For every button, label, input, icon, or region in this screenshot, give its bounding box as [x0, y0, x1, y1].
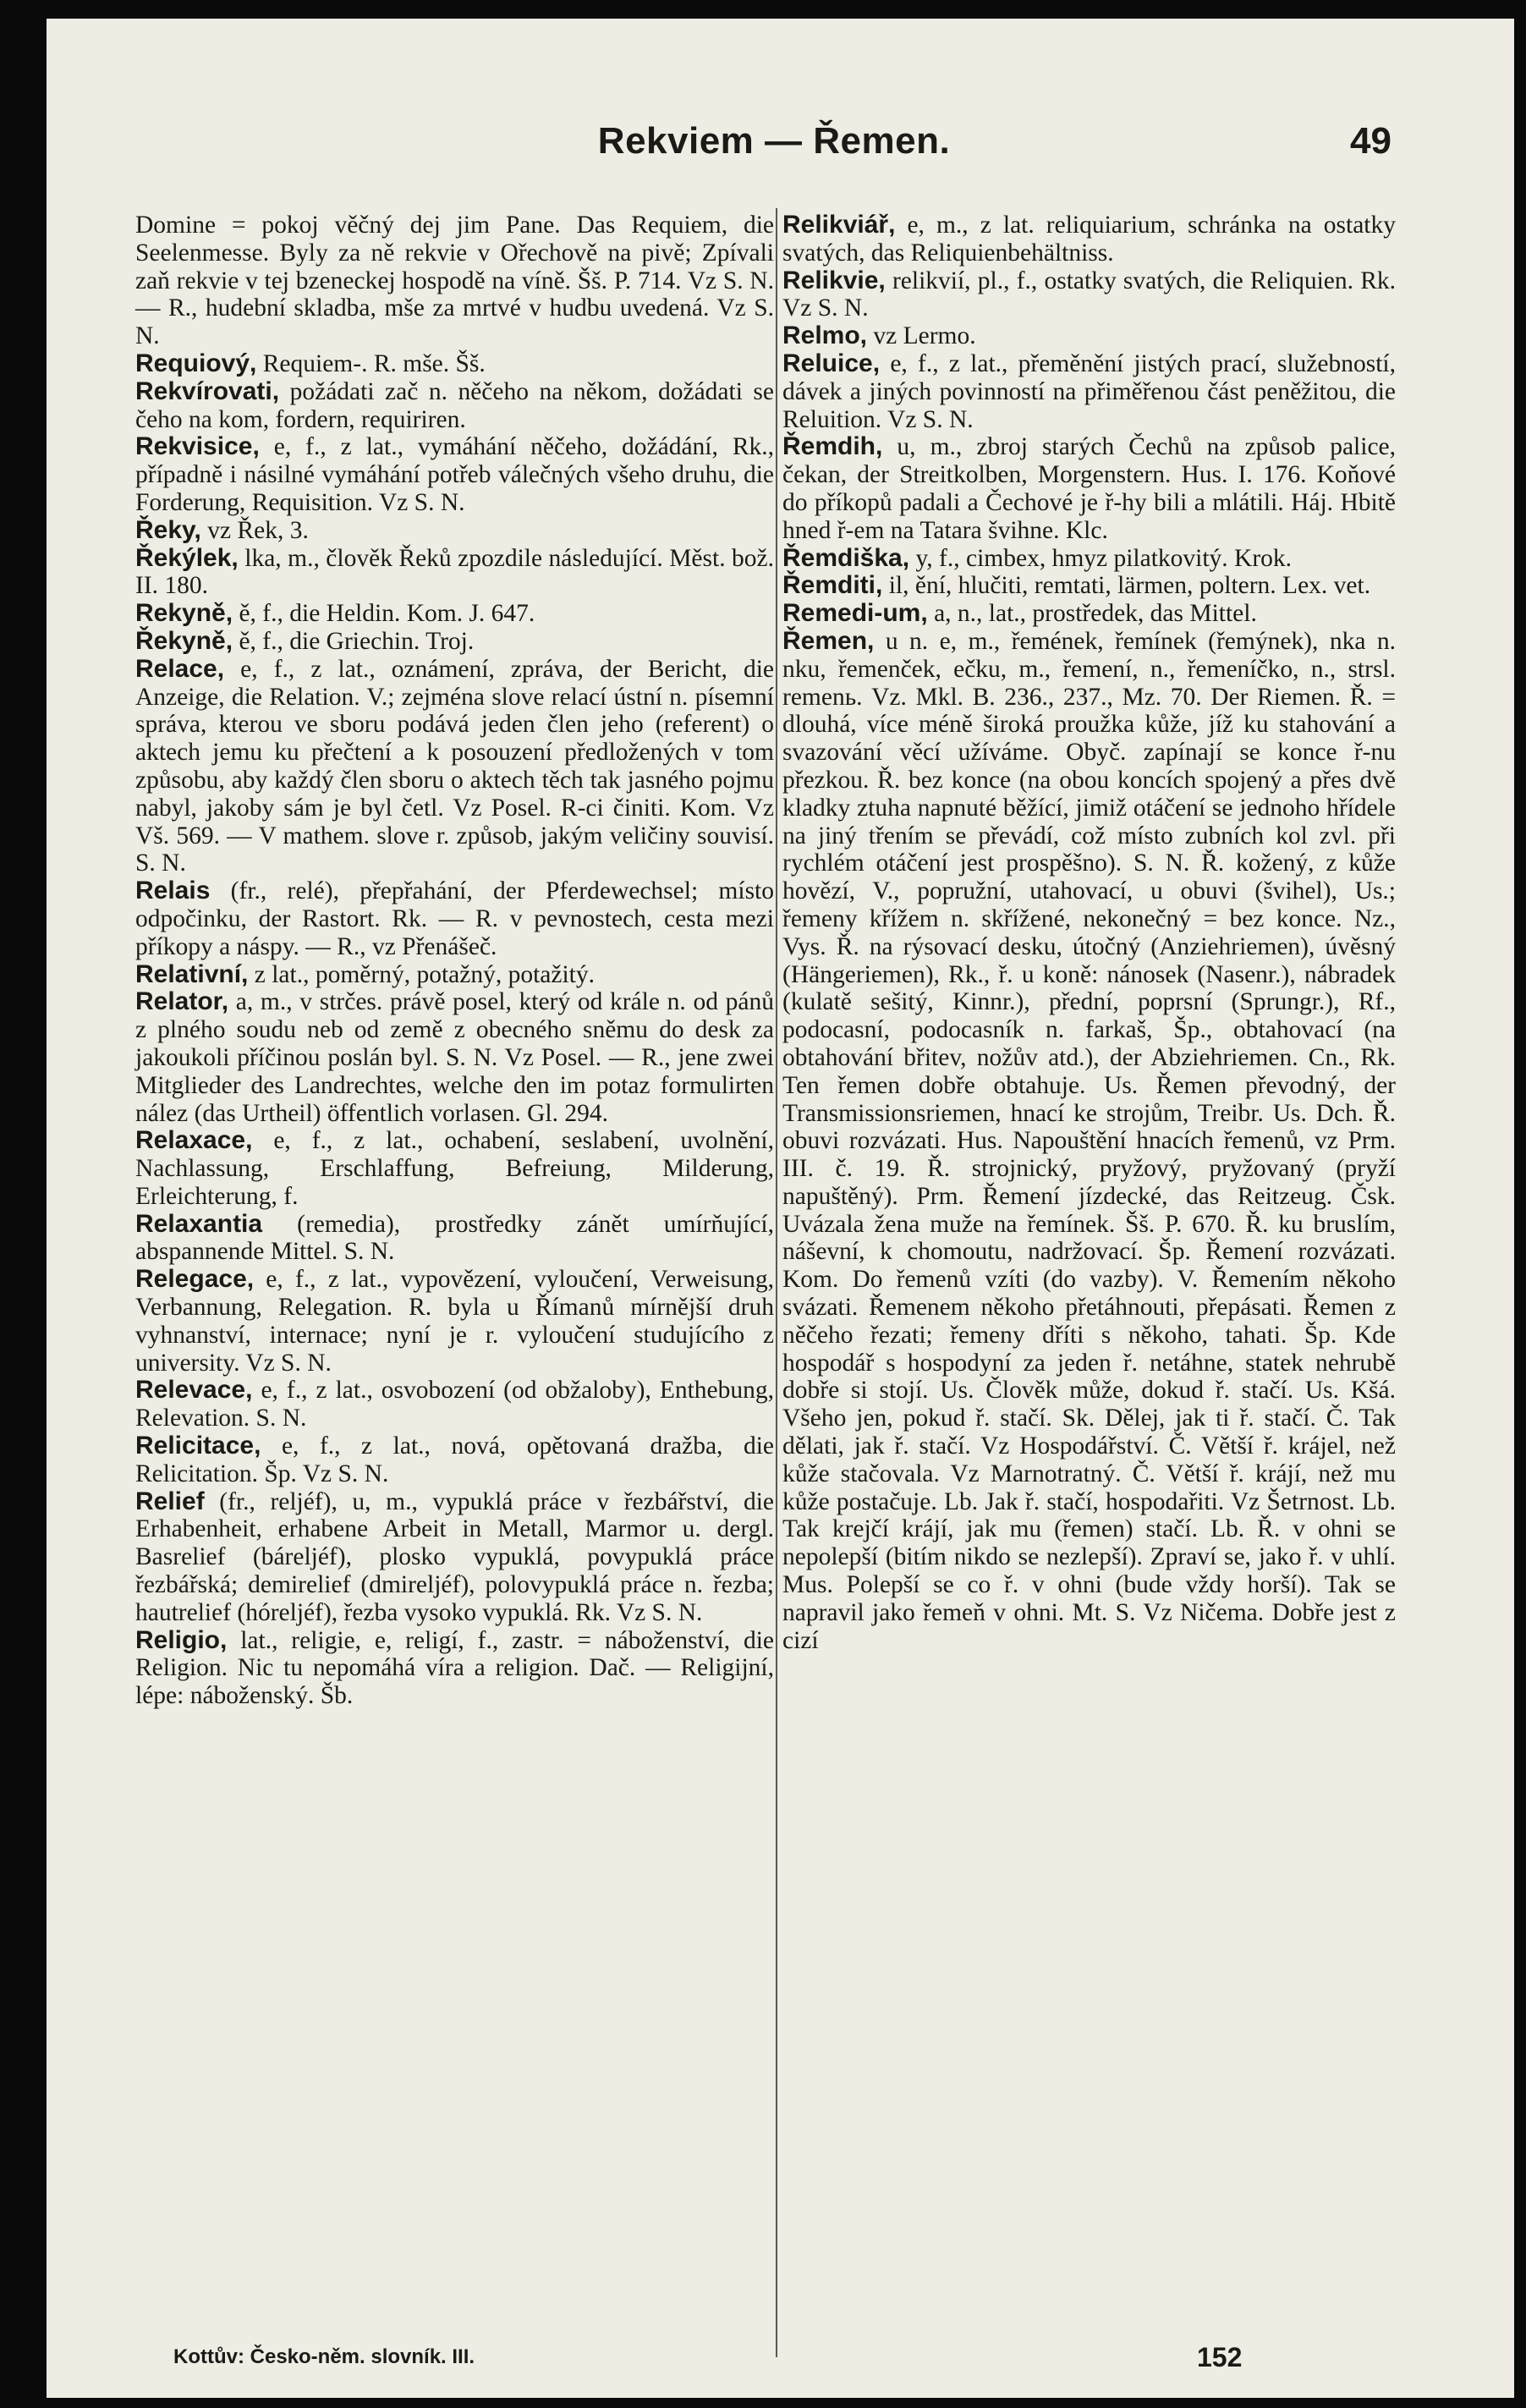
entry-definition: vz Lermo.	[873, 322, 976, 350]
entry-headword: Relaxantia	[135, 1209, 263, 1238]
dictionary-entry	[135, 1211, 774, 1267]
left-column	[135, 212, 774, 1710]
entry-definition: e, f., z lat., vypovězení, vyloučení, Verweisung, Verbannung, Relegation. R. byla u Římanů mírnější druh vyhnanství, internace; nyní je r. vyloučení studujícího z university. Vz S. N.	[135, 1266, 775, 1377]
entry-definition: (fr., reljéf), u, m., vypuklá práce v řezbářství, die Erhabenheit, erhabene Arbeit in Metall, Marmor u. dergl. Basrelief (báreljéf), plosko vypuklá, povypuklá práce řezbářská; demirelief (dmireljéf), polovypuklá práce n. řezba; hautrelief (hóreljéf), řezba vysoko vypuklá. Rk. Vz S. N.	[135, 1487, 775, 1626]
dictionary-entry	[135, 1432, 774, 1488]
scanned-page	[47, 19, 1514, 2398]
entry-headword: Rekvírovati,	[135, 377, 280, 405]
dictionary-entry	[135, 212, 774, 350]
entry-headword: Relief	[135, 1487, 205, 1515]
dictionary-entry	[135, 350, 774, 378]
entry-definition: e, f., z lat., ochabení, seslabení, uvolnění, Nachlassung, Erschlaffung, Befreiung, Milderung, Erleichterung, f.	[135, 1127, 775, 1210]
entry-definition: Domine = pokoj věčný dej jim Pane. Das Requiem, die Seelenmesse. Byly za ně rekvie v Ořechově na pivě; Zpívali zaň rekvie v tej bzeneckej hospodě na víně. Šš. P. 714. Vz S. N. — R., hudební skladba, mše za mrtvé v hudbu uvedená. Vz S. N.	[135, 212, 774, 350]
entry-definition: ě, f., die Griechin. Troj.	[239, 627, 475, 655]
dictionary-entry	[135, 600, 774, 628]
entry-definition: požádati zač n. něčeho na někom, dožádati se čeho na kom, fordern, requiriren.	[135, 377, 774, 433]
entry-definition: Requiem-. R. mše. Šš.	[262, 349, 486, 377]
running-title: Rekviem — Řemen.	[597, 120, 951, 162]
entry-headword: Relativní,	[135, 959, 249, 988]
entry-headword: Relais	[135, 877, 211, 905]
entry-definition: e, f., z lat., nová, opětovaná dražba, die Relicitation. Šp. Vz S. N.	[135, 1432, 774, 1487]
entry-headword: Remedi-um,	[782, 599, 928, 628]
page-number: 49	[1350, 120, 1392, 162]
entry-definition: relikvií, pl., f., ostatky svatých, die Reliquien. Rk. Vz S. N.	[782, 267, 1397, 322]
dictionary-entry	[782, 545, 1396, 573]
entry-definition: lat., religie, e, religí, f., zastr. = náboženství, die Religion. Nic tu nepomáhá víra a religion. Dač. — Religijní, lépe: náboženský. Šb.	[135, 1626, 775, 1710]
right-column	[782, 212, 1396, 1654]
entry-definition: ě, f., die Heldin. Kom. J. 647.	[239, 600, 535, 628]
dictionary-entry	[782, 433, 1396, 544]
entry-headword: Relator,	[135, 987, 229, 1016]
entry-headword: Reluice,	[782, 349, 881, 377]
entry-definition: e, m., z lat. reliquiarium, schránka na ostatky svatých, das Reliquienbehältniss.	[782, 212, 1396, 267]
dictionary-entry	[135, 1266, 774, 1377]
dictionary-entry	[135, 1488, 774, 1627]
entry-headword: Relegace,	[135, 1265, 255, 1294]
entry-headword: Rekyně,	[135, 599, 233, 628]
entry-headword: Relaxace,	[135, 1126, 253, 1155]
sheet-number: 152	[1197, 2342, 1243, 2372]
entry-headword: Řekyně,	[135, 626, 233, 655]
dictionary-entry	[782, 572, 1396, 600]
dictionary-entry	[782, 212, 1396, 267]
entry-headword: Requiový,	[135, 349, 257, 377]
entry-headword: Relevace,	[135, 1376, 253, 1405]
entry-headword: Relikvie,	[782, 266, 886, 294]
entry-definition: (remedia), prostředky zánět umírňující, abspannende Mittel. S. N.	[135, 1210, 775, 1266]
entry-definition: e, f., z lat., oznámení, zpráva, der Bericht, die Anzeige, die Relation. V.; zejména slove relací ústní n. písemní správa, kterou ve sboru podává jeden člen jeho (referent) o aktech jemu ku přečtení a k posouzení předložených v tom způsobu, aby každý člen sboru o aktech těch tak jasného pojmu nabyl, jakoby sám je byl četl. Vz Posel. R-ci činiti. Kom. Vz Vš. 569. — V mathem. slove r. způsob, jakým veličiny souvisí. S. N.	[135, 655, 775, 877]
page-header	[156, 120, 1392, 171]
dictionary-entry	[135, 378, 774, 434]
dictionary-entry	[782, 267, 1396, 323]
page-footer	[173, 2342, 1400, 2379]
dictionary-entry	[782, 628, 1396, 1654]
dictionary-entry	[782, 322, 1396, 350]
dictionary-entry	[135, 1127, 774, 1210]
entry-headword: Relace,	[135, 654, 225, 683]
entry-definition: e, f., z lat., vymáhání něčeho, dožádání, Rk., případně i násilné vymáhání potřeb válečných všeho druhu, die Forderung, Requisition. Vz S. N.	[135, 433, 774, 516]
dictionary-entry	[135, 545, 774, 601]
dictionary-entry	[135, 877, 774, 960]
entry-headword: Relmo,	[782, 322, 868, 350]
entry-headword: Řemen,	[782, 626, 875, 655]
signature-mark: Kottův: Česko-něm. slovník. III.	[173, 2345, 475, 2368]
dictionary-entry	[135, 628, 774, 656]
entry-headword: Řeky,	[135, 515, 201, 544]
entry-definition: lka, m., člověk Řeků zpozdile následující. Měst. bož. II. 180.	[135, 544, 775, 600]
entry-headword: Relicitace,	[135, 1432, 261, 1460]
entry-definition: u, m., zbroj starých Čechů na způsob palice, čekan, der Streitkolben, Morgenstern. Hus. I. 176. Koňové do příkopů padali a Čechové je ř-hy bili a mlátili. Háj. Hbitě hned ř-em na Tatara švihne. Klc.	[782, 433, 1397, 544]
entry-definition: vz Řek, 3.	[207, 516, 309, 544]
entry-definition: u n. e, m., řemének, řemínek (řemýnek), nka n. nku, řemenček, ečku, m., řemení, n., řemeníčko, n., strsl. remenь. Vz. Mkl. B. 236., 237., Mz. 70. Der Riemen. Ř. = dlouhá, více méně široká proužka kůže, jíž ku stahování a svazování věcí užíváme. Obyč. zapínají se konce ř-nu přezkou. Ř. bez konce (na obou koncích spojený a přes dvě kladky ztuha napnuté běžící, jimiž otáčení se jednoho hřídele na jiný třením se převádí, což místo zubních kol zvl. při rychlém otáčení jest prospěšno). S. N. Ř. kožený, z kůže hovězí, V., popružní, utahovací, u obuvi (švihel), Us.; řemeny křížem n. skřížené, nekonečný = bez konce. Nz., Vys. Ř. na rýsovací desku, útočný (Anziehriemen), úvěsný (Hängeriemen), Rk., ř. u koně: nánosek (Nasenr.), nábradek (kulatě sešitý, Kinnr.), přední, poprsní (Sprungr.), Rf., podocasní, podocasník n. farkaš, Šp., obtahovací (na obtahování břitev, nožův atd.), der Abziehriemen. Cn., Rk. Ten řemen dobře obtahuje. Us. Řemen převodný, der Transmissionsriemen, hnací ke strojům, Treibr. Us. Dch. Ř. obuvi rozvázati. Hus. Napouštění hnacích řemenů, vz Prm. III. č. 19. Ř. strojnický, pryžový, pryžovaný (pryží napuštěný). Prm. Řemení jízdecké, das Reitzeug. Čsk. Uvázala žena muže na řemínek. Šš. P. 670. Ř. ku bruslím, náševní, k chomoutu, nadržovací. Šp. Řemení rozvázati. Kom. Do řemenů vzíti (do vazby). V. Řemením někoho svázati. Řemenem někoho přetáhnouti, přepásati. Řemen z něčeho řezati; řemeny dříti s někoho, tahati. Šp. Kde hospodář s hospodyní za jeden ř. netáhne, statek nehrubě dobře si stojí. Us. Člověk může, dokud ř. stačí. Us. Kšá. Všeho jen, pokud ř. stačí. Sk. Dělej, jak ti ř. stačí. Č. Tak dělati, jak ř. stačí. Vz Hospodářství. Č. Větší ř. krájel, než kůže stačovala. Vz Marnotratný. Č. Větší ř. krájí, než mu kůže postačuje. Lb. Jak ř. stačí, hospodařiti. Vz Šetrnost. Lb. Tak krejčí krájí, jak mu (řemen) stačí. Lb. Ř. v ohni se nepolepší (bitím nikdo se nezlepší). Zpraví se, jako ř. v uhlí. Mus. Polepší se co ř. v ohni (bude vždy horší). Tak se napravil jako řemeň v ohni. Mt. S. Vz Ničema. Dobře jest z cizí	[782, 627, 1396, 1654]
entry-headword: Religio,	[135, 1625, 228, 1654]
entry-definition: e, f., z lat., osvobození (od obžaloby), Enthebung, Relevation. S. N.	[135, 1377, 775, 1432]
entry-definition: il, ění, hlučiti, remtati, lärmen, poltern. Lex. vet.	[888, 572, 1371, 600]
entry-headword: Řemdiška,	[782, 543, 910, 572]
dictionary-entry	[135, 1627, 774, 1710]
dictionary-entry	[135, 433, 774, 516]
dictionary-entry	[782, 600, 1396, 628]
entry-headword: Rekvisice,	[135, 432, 260, 461]
dictionary-entry	[782, 350, 1396, 433]
dictionary-entry	[135, 656, 774, 877]
dictionary-entry	[135, 988, 774, 1127]
dictionary-entry	[135, 961, 774, 989]
entry-definition: y, f., cimbex, hmyz pilatkovitý. Krok.	[915, 544, 1293, 572]
column-rule	[776, 208, 777, 2357]
entry-definition: a, m., v strčes. právě posel, který od krále n. od pánů z plného soudu neb od země z obecného sněmu do desk za jakoukoli příčinou poslán byl. S. N. Vz Posel. — R., jene zwei Mitglieder des Landrechtes, welche den im potaz formulirten nález (das Urtheil) öffentlich vorlasen. Gl. 294.	[135, 988, 775, 1127]
entry-headword: Řekýlek,	[135, 543, 239, 572]
entry-headword: Relikviář,	[782, 211, 896, 239]
entry-definition: z lat., poměrný, potažný, potažitý.	[254, 960, 595, 988]
entry-definition: a, n., lat., prostředek, das Mittel.	[934, 600, 1257, 628]
entry-definition: (fr., relé), přepřahání, der Pferdewechsel; místo odpočinku, der Rastort. Rk. — R. v pevnostech, cesta mezi příkopy a náspy. — R., vz Přenášeč.	[135, 877, 774, 960]
dictionary-entry	[135, 517, 774, 545]
entry-definition: e, f., z lat., přeměnění jistých prací, služebností, dávek a jiných povinností na přiměřenou část peněžitou, die Reluition. Vz S. N.	[782, 349, 1396, 433]
entry-headword: Řemditi,	[782, 571, 883, 600]
entry-headword: Řemdih,	[782, 432, 883, 461]
dictionary-entry	[135, 1377, 774, 1432]
